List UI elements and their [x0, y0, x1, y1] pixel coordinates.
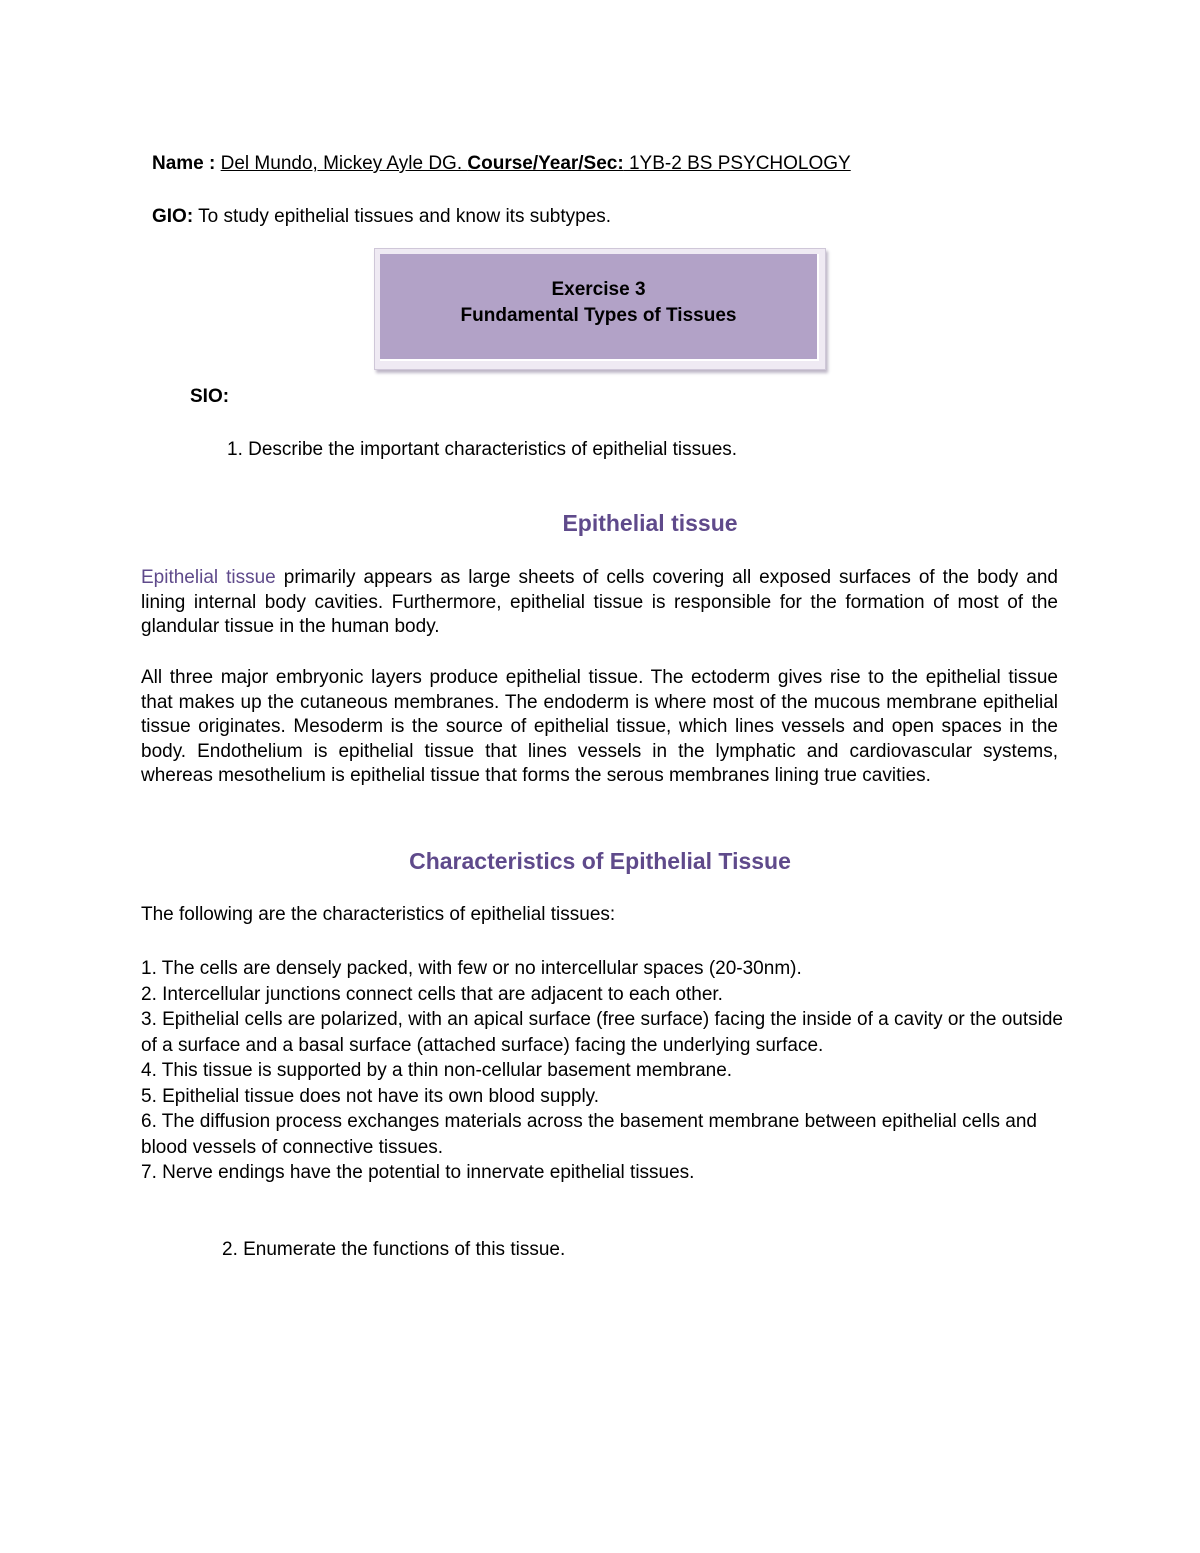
list-item: 2. Intercellular junctions connect cells that are adjacent to each other. — [141, 983, 723, 1005]
sio-label: SIO: — [190, 386, 230, 407]
name-label: Name : — [152, 153, 216, 174]
characteristics-intro: The following are the characteristics of epithelial tissues: — [141, 904, 616, 925]
list-item: 3. Epithelial cells are polarized, with an apical surface (free surface) facing the inside of a cavity or the outside of a surface and a basal surface (attached surface) facing the underlying surface. — [141, 1009, 1063, 1056]
list-item: 7. Nerve endings have the potential to innervate epithelial tissues. — [141, 1162, 695, 1183]
name-value: Del Mundo, Mickey Ayle DG. — [220, 153, 468, 174]
course-label: Course/Year/Sec: — [467, 153, 624, 174]
exercise-title-box — [374, 248, 826, 370]
name-course-line — [152, 152, 851, 176]
heading-epithelial-tissue: Epithelial tissue — [562, 510, 738, 536]
gio-line — [152, 205, 611, 229]
gio-label: GIO: — [152, 206, 194, 227]
paragraph-epithelial-intro — [141, 566, 1058, 640]
list-item: 6. The diffusion process exchanges materials across the basement membrane between epithelial cells and blood vessels of connective tissues. — [141, 1111, 1037, 1158]
paragraph-embryonic-layers: All three major embryonic layers produce epithelial tissue. The ectoderm gives rise to the epithelial tissue that makes up the cutaneous membranes. The endoderm is where most of the mucous membrane epithelial tissue originates. Mesoderm is the source of epithelial tissue, which lines vessels and open spaces in the body. Endothelium is epithelial tissue that lines vessels in the lymphatic and cardiovascular systems, whereas mesothelium is epithelial tissue that forms the serous membranes lining true cavities. — [141, 667, 1058, 786]
list-item: 4. This tissue is supported by a thin non-cellular basement membrane. — [141, 1060, 733, 1081]
gio-text: To study epithelial tissues and know its subtypes. — [193, 206, 612, 227]
objective-1: 1. Describe the important characteristics of epithelial tissues. — [227, 439, 738, 460]
exercise-number: Exercise 3 — [551, 278, 646, 300]
characteristics-list — [141, 956, 1071, 1186]
course-value: 1YB-2 BS PSYCHOLOGY — [623, 153, 851, 174]
exercise-title-panel — [380, 254, 819, 361]
list-item: 5. Epithelial tissue does not have its own blood supply. — [141, 1085, 600, 1107]
epithelial-tissue-link[interactable]: Epithelial tissue — [141, 567, 276, 588]
exercise-title: Fundamental Types of Tissues — [460, 304, 737, 326]
objective-2: 2. Enumerate the functions of this tissue. — [222, 1239, 566, 1260]
heading-characteristics: Characteristics of Epithelial Tissue — [409, 848, 791, 874]
list-item: 1. The cells are densely packed, with few or no intercellular spaces (20-30nm). — [141, 958, 802, 979]
paragraph-1-text: primarily appears as large sheets of cells covering all exposed surfaces of the body and lining internal body cavities. Furthermore, epithelial tissue is responsible for the formation of most of the glandular tissue in the human body. — [141, 567, 1058, 637]
